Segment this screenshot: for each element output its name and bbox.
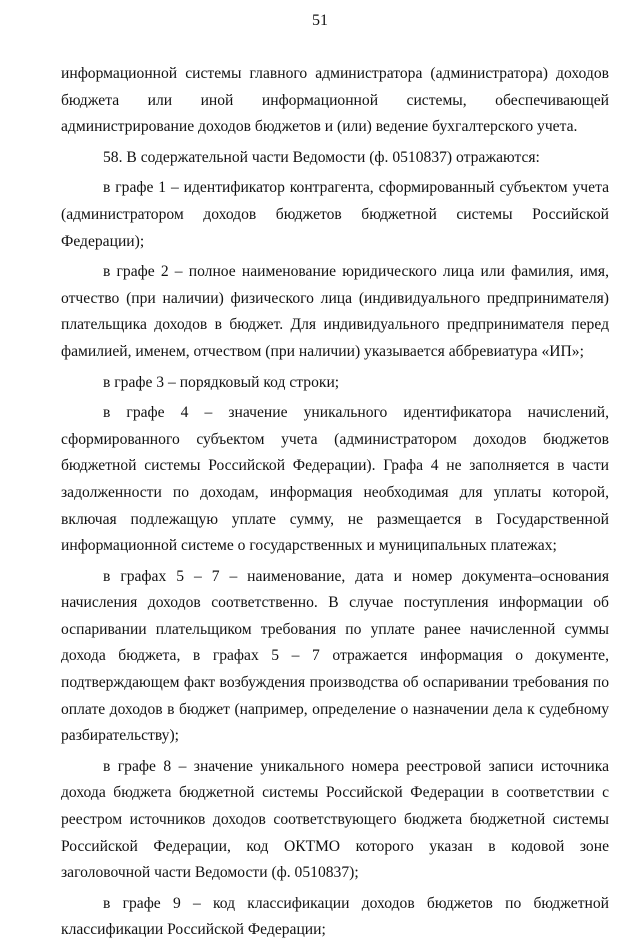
- paragraph-column-8: в графе 8 – значение уникального номера реестровой записи источника дохода бюджета бюджетной системы Российской Федерации в соответствии с реестром источников доходов соответствующего бюджета бюджетной системы Российской Федерации, код ОКТМО которого указан в кодовой зоне заголовочной части Ведомости (ф. 0510837);: [61, 757, 609, 882]
- page-number: 51: [312, 12, 328, 29]
- paragraph-column-3: в графе 3 – порядковый код строки;: [103, 373, 340, 391]
- paragraph-column-2: в графе 2 – полное наименование юридического лица или фамилия, имя, отчество (при наличии) физического лица (индивидуального предпринимателя) плательщика доходов в бюджет. Для индивидуального предпринимателя перед фамилией, именем, отчеством (при наличии) указывается аббревиатура «ИП»;: [61, 263, 609, 360]
- paragraph-item-58-heading: 58. В содержательной части Ведомости (ф. 0510837) отражаются:: [103, 148, 540, 166]
- paragraph-columns-5-7: в графах 5 – 7 – наименование, дата и номер документа–основания начисления доходов соответственно. В случае поступления информации об оспаривании плательщиком требования по уплате ранее начисленной суммы дохода бюджета, в графах 5 – 7 отражается информация о документе, подтверждающем факт возбуждения производства об оспаривании требования по оплате доходов в бюджет (например, определение о назначении дела к судебному разбирательству);: [61, 567, 609, 745]
- paragraph-column-1: в графе 1 – идентификатор контрагента, сформированный субъектом учета (администратором доходов бюджетов бюджетной системы Российской Федерации);: [61, 179, 609, 250]
- document-body: [61, 61, 609, 948]
- paragraph-column-9: в графе 9 – код классификации доходов бюджетов по бюджетной классификации Российской Федерации;: [61, 894, 609, 939]
- paragraph-continuation: информационной системы главного администратора (администратора) доходов бюджета или иной информационной системы, обеспечивающей администрирование доходов бюджетов и (или) ведение бухгалтерского учета.: [61, 65, 609, 136]
- paragraph-column-4: в графе 4 – значение уникального идентификатора начислений, сформированного субъектом учета (администратором доходов бюджетов бюджетной системы Российской Федерации). Графа 4 не заполняется в части задолженности по доходам, информация необходимая для уплаты которой, включая подлежащую уплате сумму, не размещается в Государственной информационной системе о государственных и муниципальных платежах;: [61, 404, 609, 555]
